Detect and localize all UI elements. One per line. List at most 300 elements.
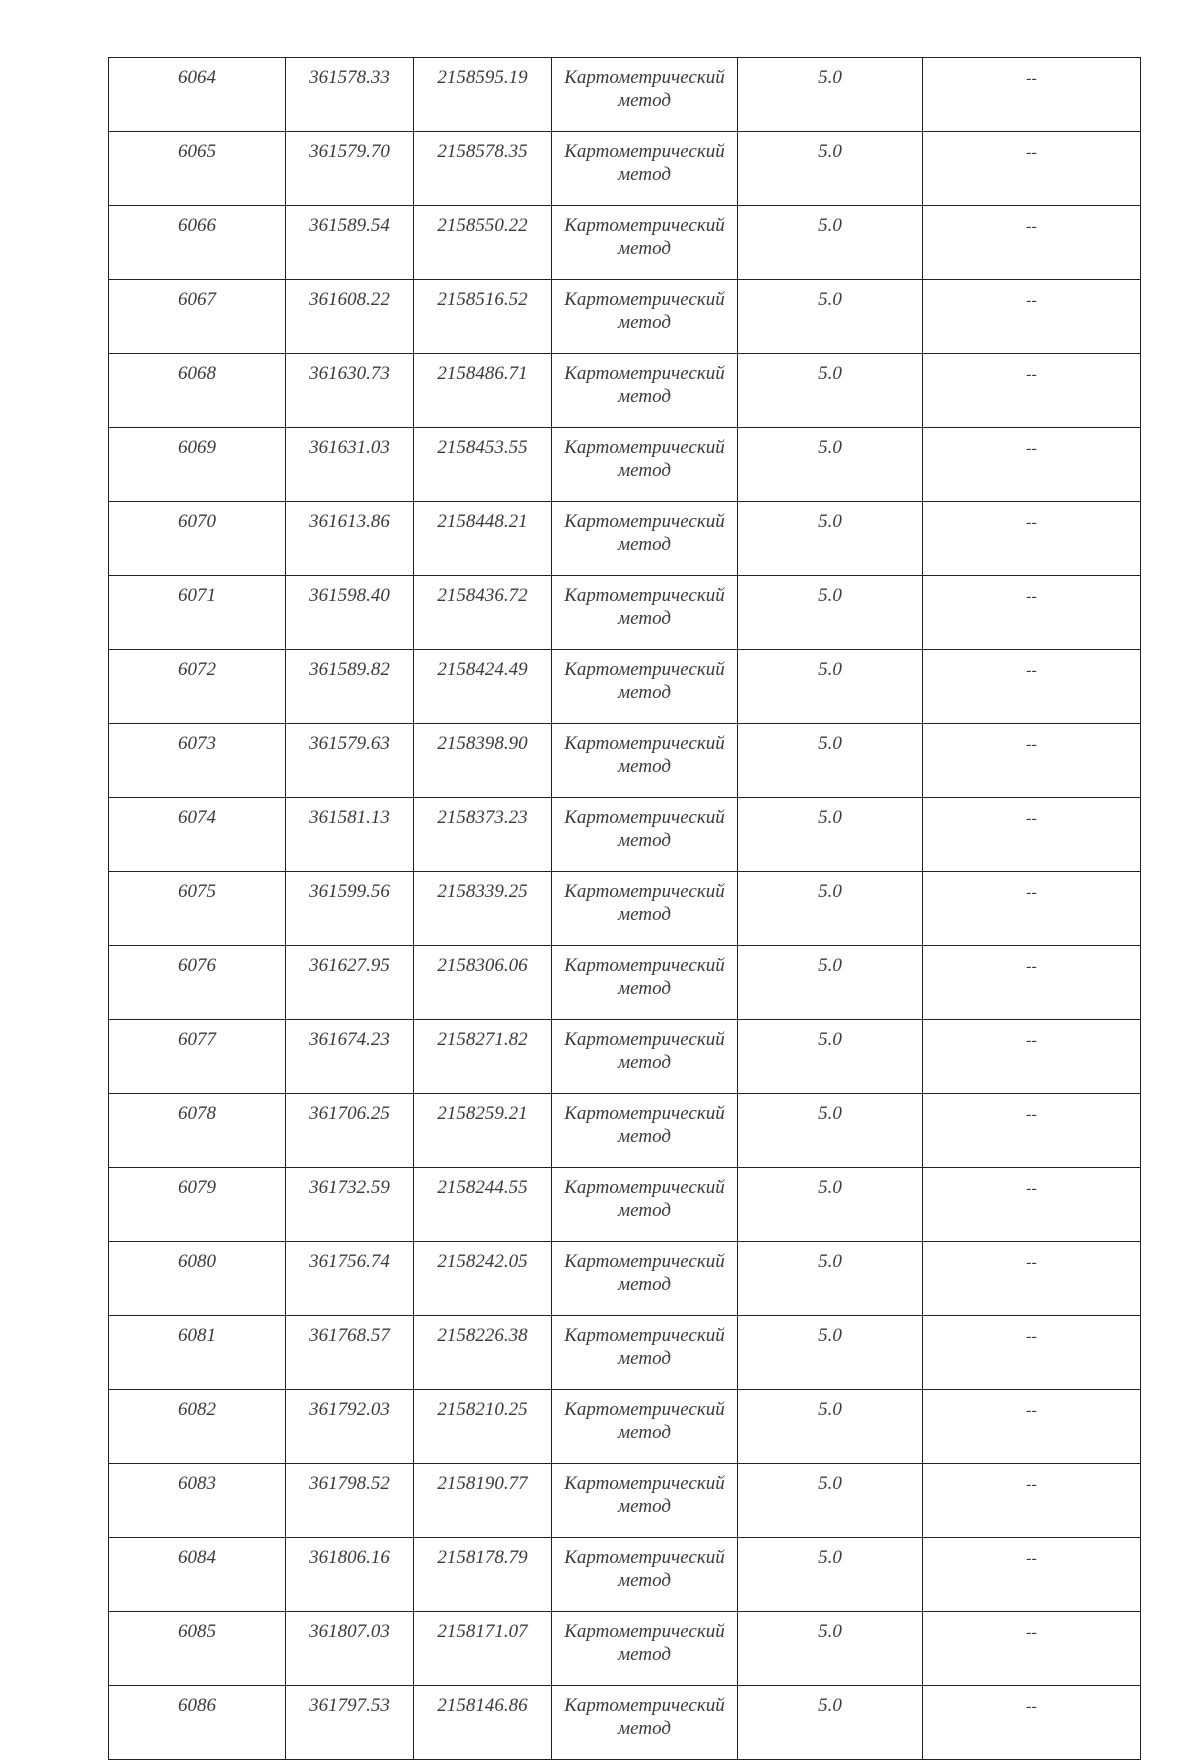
note-text: --: [1026, 1624, 1037, 1641]
point-number-cell: [109, 1316, 286, 1390]
table-row: [109, 428, 1141, 502]
method-text: Картометрический метод: [564, 1547, 725, 1591]
note-cell: [923, 280, 1141, 354]
y-coordinate-text: 2158226.38: [437, 1325, 528, 1346]
y-coordinate-text: 2158424.49: [437, 659, 528, 680]
x-coordinate-text: 361674.23: [309, 1029, 390, 1050]
y-coordinate-cell: [414, 724, 552, 798]
accuracy-text: 5.0: [818, 1029, 842, 1050]
accuracy-text: 5.0: [818, 67, 842, 88]
method-text: Картометрический метод: [564, 955, 725, 999]
note-text: --: [1026, 884, 1037, 901]
y-coordinate-cell: [414, 1168, 552, 1242]
y-coordinate-text: 2158242.05: [437, 1251, 528, 1272]
x-coordinate-cell: [286, 1094, 414, 1168]
table-row: [109, 1094, 1141, 1168]
note-cell: [923, 650, 1141, 724]
point-number-text: 6075: [178, 881, 216, 902]
point-number-text: 6085: [178, 1621, 216, 1642]
point-number-cell: [109, 1020, 286, 1094]
note-cell: [923, 132, 1141, 206]
method-text: Картометрический метод: [564, 807, 725, 851]
y-coordinate-cell: [414, 1464, 552, 1538]
accuracy-text: 5.0: [818, 511, 842, 532]
accuracy-text: 5.0: [818, 1325, 842, 1346]
y-coordinate-cell: [414, 946, 552, 1020]
accuracy-cell: [738, 946, 923, 1020]
note-text: --: [1026, 218, 1037, 235]
y-coordinate-cell: [414, 1612, 552, 1686]
coordinates-table: [108, 57, 1141, 1760]
note-text: --: [1026, 736, 1037, 753]
table-row: [109, 1168, 1141, 1242]
y-coordinate-text: 2158436.72: [437, 585, 528, 606]
note-cell: [923, 1168, 1141, 1242]
point-number-text: 6081: [178, 1325, 216, 1346]
accuracy-text: 5.0: [818, 1251, 842, 1272]
y-coordinate-cell: [414, 1020, 552, 1094]
accuracy-cell: [738, 58, 923, 132]
accuracy-cell: [738, 1094, 923, 1168]
x-coordinate-text: 361798.52: [309, 1473, 390, 1494]
point-number-text: 6082: [178, 1399, 216, 1420]
table-row: [109, 576, 1141, 650]
point-number-text: 6083: [178, 1473, 216, 1494]
table-row: [109, 798, 1141, 872]
x-coordinate-text: 361608.22: [309, 289, 390, 310]
y-coordinate-text: 2158271.82: [437, 1029, 528, 1050]
point-number-text: 6078: [178, 1103, 216, 1124]
y-coordinate-cell: [414, 576, 552, 650]
x-coordinate-text: 361631.03: [309, 437, 390, 458]
x-coordinate-text: 361768.57: [309, 1325, 390, 1346]
x-coordinate-cell: [286, 1390, 414, 1464]
method-cell: [552, 206, 738, 280]
y-coordinate-cell: [414, 428, 552, 502]
accuracy-cell: [738, 1316, 923, 1390]
point-number-cell: [109, 1168, 286, 1242]
method-cell: [552, 650, 738, 724]
method-text: Картометрический метод: [564, 1621, 725, 1665]
point-number-text: 6069: [178, 437, 216, 458]
note-text: --: [1026, 1254, 1037, 1271]
accuracy-text: 5.0: [818, 1621, 842, 1642]
y-coordinate-cell: [414, 1316, 552, 1390]
y-coordinate-cell: [414, 798, 552, 872]
note-cell: [923, 1020, 1141, 1094]
note-text: --: [1026, 1476, 1037, 1493]
accuracy-text: 5.0: [818, 585, 842, 606]
accuracy-text: 5.0: [818, 1695, 842, 1716]
method-cell: [552, 1390, 738, 1464]
x-coordinate-cell: [286, 132, 414, 206]
table-row: [109, 502, 1141, 576]
note-cell: [923, 58, 1141, 132]
coordinates-table-body: [109, 58, 1141, 1760]
y-coordinate-text: 2158398.90: [437, 733, 528, 754]
y-coordinate-text: 2158244.55: [437, 1177, 528, 1198]
x-coordinate-cell: [286, 1538, 414, 1612]
note-text: --: [1026, 514, 1037, 531]
table-row: [109, 1242, 1141, 1316]
point-number-cell: [109, 1538, 286, 1612]
y-coordinate-text: 2158178.79: [437, 1547, 528, 1568]
x-coordinate-text: 361807.03: [309, 1621, 390, 1642]
note-text: --: [1026, 662, 1037, 679]
accuracy-text: 5.0: [818, 363, 842, 384]
point-number-cell: [109, 1686, 286, 1760]
note-text: --: [1026, 810, 1037, 827]
y-coordinate-text: 2158550.22: [437, 215, 528, 236]
point-number-text: 6086: [178, 1695, 216, 1716]
point-number-cell: [109, 576, 286, 650]
method-cell: [552, 872, 738, 946]
table-row: [109, 650, 1141, 724]
table-row: [109, 280, 1141, 354]
note-text: --: [1026, 70, 1037, 87]
x-coordinate-text: 361756.74: [309, 1251, 390, 1272]
accuracy-cell: [738, 798, 923, 872]
method-text: Картометрический метод: [564, 511, 725, 555]
point-number-cell: [109, 1464, 286, 1538]
note-cell: [923, 946, 1141, 1020]
y-coordinate-cell: [414, 1242, 552, 1316]
x-coordinate-cell: [286, 724, 414, 798]
method-cell: [552, 724, 738, 798]
method-cell: [552, 1020, 738, 1094]
method-cell: [552, 1316, 738, 1390]
point-number-cell: [109, 428, 286, 502]
point-number-text: 6066: [178, 215, 216, 236]
x-coordinate-cell: [286, 280, 414, 354]
y-coordinate-cell: [414, 502, 552, 576]
table-row: [109, 1020, 1141, 1094]
method-text: Картометрический метод: [564, 1695, 725, 1739]
x-coordinate-cell: [286, 502, 414, 576]
accuracy-text: 5.0: [818, 659, 842, 680]
y-coordinate-text: 2158306.06: [437, 955, 528, 976]
accuracy-cell: [738, 280, 923, 354]
point-number-text: 6079: [178, 1177, 216, 1198]
note-cell: [923, 1538, 1141, 1612]
x-coordinate-cell: [286, 1168, 414, 1242]
y-coordinate-text: 2158339.25: [437, 881, 528, 902]
x-coordinate-cell: [286, 1686, 414, 1760]
method-cell: [552, 1686, 738, 1760]
x-coordinate-text: 361613.86: [309, 511, 390, 532]
y-coordinate-text: 2158453.55: [437, 437, 528, 458]
method-text: Картометрический метод: [564, 67, 725, 111]
point-number-cell: [109, 354, 286, 428]
note-cell: [923, 798, 1141, 872]
table-row: [109, 58, 1141, 132]
accuracy-cell: [738, 1464, 923, 1538]
point-number-cell: [109, 1242, 286, 1316]
accuracy-text: 5.0: [818, 807, 842, 828]
point-number-text: 6067: [178, 289, 216, 310]
y-coordinate-text: 2158146.86: [437, 1695, 528, 1716]
x-coordinate-text: 361599.56: [309, 881, 390, 902]
accuracy-text: 5.0: [818, 1473, 842, 1494]
note-text: --: [1026, 958, 1037, 975]
y-coordinate-cell: [414, 354, 552, 428]
point-number-cell: [109, 58, 286, 132]
method-text: Картометрический метод: [564, 363, 725, 407]
y-coordinate-cell: [414, 58, 552, 132]
x-coordinate-cell: [286, 576, 414, 650]
method-cell: [552, 502, 738, 576]
method-cell: [552, 576, 738, 650]
x-coordinate-text: 361797.53: [309, 1695, 390, 1716]
note-cell: [923, 1390, 1141, 1464]
accuracy-text: 5.0: [818, 955, 842, 976]
point-number-text: 6080: [178, 1251, 216, 1272]
x-coordinate-cell: [286, 1242, 414, 1316]
accuracy-cell: [738, 650, 923, 724]
point-number-text: 6072: [178, 659, 216, 680]
method-cell: [552, 798, 738, 872]
x-coordinate-cell: [286, 1020, 414, 1094]
y-coordinate-cell: [414, 1538, 552, 1612]
method-text: Картометрический метод: [564, 733, 725, 777]
table-row: [109, 724, 1141, 798]
method-cell: [552, 58, 738, 132]
accuracy-cell: [738, 354, 923, 428]
method-text: Картометрический метод: [564, 1177, 725, 1221]
point-number-cell: [109, 1390, 286, 1464]
point-number-cell: [109, 132, 286, 206]
method-text: Картометрический метод: [564, 1473, 725, 1517]
point-number-text: 6074: [178, 807, 216, 828]
accuracy-cell: [738, 1686, 923, 1760]
y-coordinate-text: 2158171.07: [437, 1621, 528, 1642]
y-coordinate-text: 2158259.21: [437, 1103, 528, 1124]
y-coordinate-text: 2158595.19: [437, 67, 528, 88]
point-number-text: 6076: [178, 955, 216, 976]
x-coordinate-text: 361579.63: [309, 733, 390, 754]
accuracy-cell: [738, 428, 923, 502]
note-text: --: [1026, 1698, 1037, 1715]
point-number-cell: [109, 206, 286, 280]
accuracy-cell: [738, 1242, 923, 1316]
accuracy-text: 5.0: [818, 881, 842, 902]
x-coordinate-cell: [286, 354, 414, 428]
note-cell: [923, 724, 1141, 798]
x-coordinate-text: 361706.25: [309, 1103, 390, 1124]
y-coordinate-text: 2158486.71: [437, 363, 528, 384]
accuracy-cell: [738, 1020, 923, 1094]
table-row: [109, 1686, 1141, 1760]
note-cell: [923, 428, 1141, 502]
x-coordinate-text: 361589.54: [309, 215, 390, 236]
point-number-text: 6065: [178, 141, 216, 162]
y-coordinate-cell: [414, 1686, 552, 1760]
accuracy-cell: [738, 724, 923, 798]
accuracy-text: 5.0: [818, 1177, 842, 1198]
accuracy-cell: [738, 576, 923, 650]
table-row: [109, 132, 1141, 206]
method-text: Картометрический метод: [564, 1029, 725, 1073]
table-row: [109, 946, 1141, 1020]
method-cell: [552, 1242, 738, 1316]
accuracy-text: 5.0: [818, 141, 842, 162]
accuracy-cell: [738, 206, 923, 280]
table-row: [109, 354, 1141, 428]
y-coordinate-text: 2158448.21: [437, 511, 528, 532]
accuracy-cell: [738, 132, 923, 206]
y-coordinate-text: 2158373.23: [437, 807, 528, 828]
accuracy-text: 5.0: [818, 437, 842, 458]
accuracy-text: 5.0: [818, 733, 842, 754]
y-coordinate-cell: [414, 1390, 552, 1464]
x-coordinate-text: 361792.03: [309, 1399, 390, 1420]
note-text: --: [1026, 1180, 1037, 1197]
y-coordinate-text: 2158190.77: [437, 1473, 528, 1494]
point-number-cell: [109, 502, 286, 576]
accuracy-text: 5.0: [818, 289, 842, 310]
x-coordinate-cell: [286, 1464, 414, 1538]
method-text: Картометрический метод: [564, 585, 725, 629]
x-coordinate-cell: [286, 428, 414, 502]
x-coordinate-cell: [286, 206, 414, 280]
note-cell: [923, 1242, 1141, 1316]
x-coordinate-text: 361732.59: [309, 1177, 390, 1198]
note-text: --: [1026, 440, 1037, 457]
method-text: Картометрический метод: [564, 1251, 725, 1295]
note-text: --: [1026, 1106, 1037, 1123]
y-coordinate-cell: [414, 206, 552, 280]
y-coordinate-cell: [414, 132, 552, 206]
method-text: Картометрический метод: [564, 1103, 725, 1147]
y-coordinate-cell: [414, 280, 552, 354]
note-text: --: [1026, 144, 1037, 161]
method-text: Картометрический метод: [564, 289, 725, 333]
method-text: Картометрический метод: [564, 1325, 725, 1369]
note-cell: [923, 206, 1141, 280]
method-text: Картометрический метод: [564, 1399, 725, 1443]
point-number-text: 6068: [178, 363, 216, 384]
point-number-cell: [109, 872, 286, 946]
method-text: Картометрический метод: [564, 881, 725, 925]
x-coordinate-text: 361589.82: [309, 659, 390, 680]
x-coordinate-cell: [286, 1612, 414, 1686]
method-cell: [552, 946, 738, 1020]
note-cell: [923, 502, 1141, 576]
method-text: Картометрический метод: [564, 437, 725, 481]
x-coordinate-cell: [286, 946, 414, 1020]
x-coordinate-text: 361579.70: [309, 141, 390, 162]
x-coordinate-cell: [286, 58, 414, 132]
note-text: --: [1026, 292, 1037, 309]
table-row: [109, 1538, 1141, 1612]
note-text: --: [1026, 366, 1037, 383]
y-coordinate-text: 2158210.25: [437, 1399, 528, 1420]
y-coordinate-text: 2158578.35: [437, 141, 528, 162]
method-cell: [552, 1538, 738, 1612]
table-row: [109, 1316, 1141, 1390]
y-coordinate-text: 2158516.52: [437, 289, 528, 310]
method-text: Картометрический метод: [564, 659, 725, 703]
point-number-cell: [109, 946, 286, 1020]
method-text: Картометрический метод: [564, 141, 725, 185]
point-number-cell: [109, 724, 286, 798]
method-cell: [552, 132, 738, 206]
y-coordinate-cell: [414, 650, 552, 724]
accuracy-cell: [738, 1168, 923, 1242]
note-cell: [923, 576, 1141, 650]
method-cell: [552, 280, 738, 354]
accuracy-text: 5.0: [818, 1399, 842, 1420]
point-number-text: 6084: [178, 1547, 216, 1568]
accuracy-text: 5.0: [818, 1103, 842, 1124]
x-coordinate-text: 361630.73: [309, 363, 390, 384]
method-cell: [552, 354, 738, 428]
point-number-text: 6073: [178, 733, 216, 754]
accuracy-text: 5.0: [818, 215, 842, 236]
accuracy-cell: [738, 1612, 923, 1686]
accuracy-cell: [738, 502, 923, 576]
method-cell: [552, 428, 738, 502]
note-cell: [923, 1612, 1141, 1686]
x-coordinate-cell: [286, 872, 414, 946]
x-coordinate-text: 361627.95: [309, 955, 390, 976]
note-cell: [923, 872, 1141, 946]
x-coordinate-text: 361578.33: [309, 67, 390, 88]
x-coordinate-text: 361806.16: [309, 1547, 390, 1568]
point-number-cell: [109, 1612, 286, 1686]
point-number-cell: [109, 650, 286, 724]
x-coordinate-text: 361598.40: [309, 585, 390, 606]
note-text: --: [1026, 1032, 1037, 1049]
x-coordinate-text: 361581.13: [309, 807, 390, 828]
accuracy-cell: [738, 1390, 923, 1464]
point-number-text: 6064: [178, 67, 216, 88]
point-number-cell: [109, 798, 286, 872]
note-cell: [923, 1686, 1141, 1760]
x-coordinate-cell: [286, 798, 414, 872]
point-number-cell: [109, 280, 286, 354]
point-number-text: 6070: [178, 511, 216, 532]
y-coordinate-cell: [414, 1094, 552, 1168]
note-cell: [923, 354, 1141, 428]
table-row: [109, 872, 1141, 946]
note-text: --: [1026, 1402, 1037, 1419]
accuracy-cell: [738, 872, 923, 946]
note-cell: [923, 1464, 1141, 1538]
table-row: [109, 1390, 1141, 1464]
point-number-text: 6077: [178, 1029, 216, 1050]
point-number-cell: [109, 1094, 286, 1168]
x-coordinate-cell: [286, 650, 414, 724]
accuracy-cell: [738, 1538, 923, 1612]
method-cell: [552, 1612, 738, 1686]
method-text: Картометрический метод: [564, 215, 725, 259]
table-row: [109, 1464, 1141, 1538]
method-cell: [552, 1168, 738, 1242]
note-text: --: [1026, 1328, 1037, 1345]
note-cell: [923, 1316, 1141, 1390]
note-text: --: [1026, 588, 1037, 605]
note-text: --: [1026, 1550, 1037, 1567]
accuracy-text: 5.0: [818, 1547, 842, 1568]
y-coordinate-cell: [414, 872, 552, 946]
x-coordinate-cell: [286, 1316, 414, 1390]
note-cell: [923, 1094, 1141, 1168]
method-cell: [552, 1464, 738, 1538]
method-cell: [552, 1094, 738, 1168]
point-number-text: 6071: [178, 585, 216, 606]
table-row: [109, 206, 1141, 280]
